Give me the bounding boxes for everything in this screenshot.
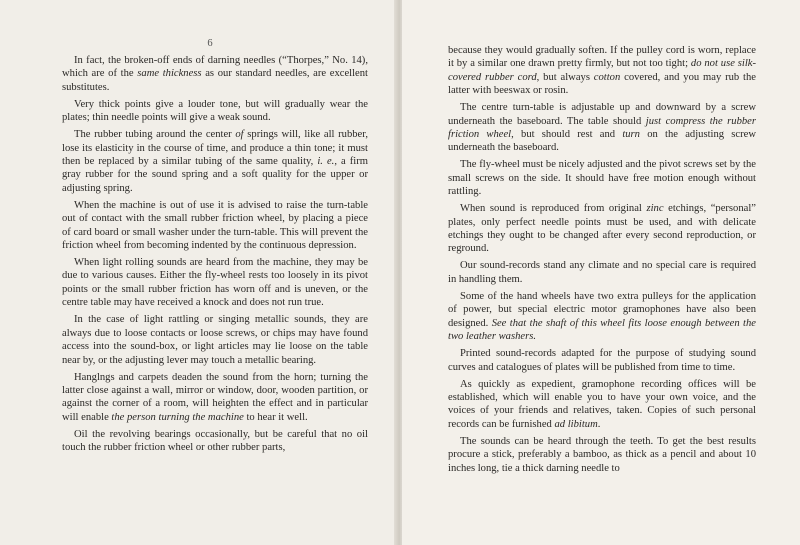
text-run: When light rolling sounds are heard from the machine, they may be due to various causes. Either the fly-wheel rests too loosely in its pivot points or the small rubber friction has worn off and is uneven, or the centre table may have received a knock and does not run true. [62,257,368,309]
paragraph [62,428,368,455]
italic-text: zinc [646,203,664,215]
paragraph [62,98,368,125]
italic-text: turn [622,129,640,141]
paragraph [448,347,756,374]
text-run: When sound is reproduced from original [460,203,647,215]
text-run: because they would gradually soften. If the pulley cord is worn, replace it by a similar one drawn pretty firmly, but not too tight; [448,45,756,70]
text-run: as our standard needles, are excellent substitutes. [62,68,368,93]
text-run: on the adjusting screw underneath the baseboard. [448,129,756,154]
text-run: . [597,418,601,430]
italic-text: do not use silk-covered rubber cord [448,58,756,83]
paragraph [62,313,368,367]
text-run: to hear it well. [243,411,308,423]
text-run: When the machine is out of use it is advised to raise the turn-table out of contact with the small rubber friction wheel, by placing a piece of card board or small washer under the turn-table. This will prevent the friction wheel from becoming indented by the continuous depression. [62,199,368,252]
paragraph [62,371,368,425]
paragraph [448,158,756,198]
text-run: In fact, the broken-off ends of darning needles (“Thorpes,” No. 14), which are of the [62,55,368,80]
italic-text: i. e. [317,156,335,168]
text-run: etchings, “personal” plates, only perfect needle points must be used, and with delicate etchings they ought to be changed after every second reproduction, or reground. [448,203,756,255]
text-run: The fly-wheel must be nicely adjusted and the pivot screws set by the small screws on the side. It should have free motion enough without rattling. [448,159,756,198]
text-run: , but should rest and [511,129,623,141]
paragraph [448,202,756,256]
italic-text: ad libitum [554,418,598,430]
paragraph [62,256,368,310]
italic-text: same thickness [137,68,202,80]
text-run: Printed sound-records adapted for the purpose of studying sound curves and catalogues of plates will be published from time to time. [448,348,756,373]
left-page [0,0,398,545]
left-page-text [62,54,368,458]
italic-text: See that the shaft of this wheel fits loose enough between the two leather washers. [448,317,756,343]
right-page-text [448,44,756,479]
text-run: The centre turn-table is adjustable up and downward by a screw underneath the baseboard. The table should [448,102,756,127]
text-run: , a firm gray rubber for the sound spring and a soft quality for the upper or adjusting spring. [62,156,369,194]
text-run: Some of the hand wheels have two extra pulleys for the application of power, but special electric motor gramophones have also been designed. [448,290,756,329]
paragraph [62,128,368,195]
paragraph [62,54,368,94]
paragraph [448,435,756,475]
paragraph [448,44,756,98]
paragraph [448,259,756,286]
italic-text: of [235,129,244,141]
italic-text: cotton [593,71,621,83]
text-run: springs will, like all rubber, lose its elasticity in the course of time, and produce a thin tone; it must then be replaced by a similar tubing of the same quality, [62,129,368,168]
text-run: Oil the revolving bearings occasionally, but be careful that no oil touch the rubber friction wheel or other rubber parts, [62,428,368,454]
paragraph [448,378,756,432]
paragraph [62,199,368,253]
paragraph [448,290,756,344]
text-run: Very thick points give a louder tone, but will gradually wear the plates; thin needle points will give a weak sound. [62,98,368,124]
text-run: As quickly as expedient, gramophone recording offices will be established, which will enable you to have your own voice, and the voices of your friends and relatives, taken. Copies of such personal records can be furnished [448,378,756,430]
right-page [402,0,800,545]
text-run: The rubber tubing around the center [74,129,236,141]
text-run: Our sound-records stand any climate and no special care is required in handling them. [448,260,756,285]
text-run: Hanglngs and carpets deaden the sound from the horn; turning the latter close against a wall, mirror or window, door, wooden partition, or against the corner of a room, will heighten the effect and in particular will enable [62,371,368,423]
text-run: In the case of light rattling or singing metallic sounds, they are always due to loose contacts or loose screws, or chips may have found access into the sound-box, or light articles may lie loose on the table near by, or the adjusting lever may touch a metallic bearing. [62,314,368,366]
italic-text: the person turning the machine [111,411,244,423]
paragraph [448,101,756,155]
italic-text: just compress the rubber friction wheel [448,115,756,141]
page-number: 6 [207,38,213,49]
text-run: covered, and you may rub the latter with beeswax or rosin. [448,71,756,97]
text-run: The sounds can be heard through the teeth. To get the best results procure a stick, preferably a bamboo, as thick as a pencil and about 10 inches long, tie a thick darning needle to [448,435,756,474]
text-run: , but always [536,71,594,83]
